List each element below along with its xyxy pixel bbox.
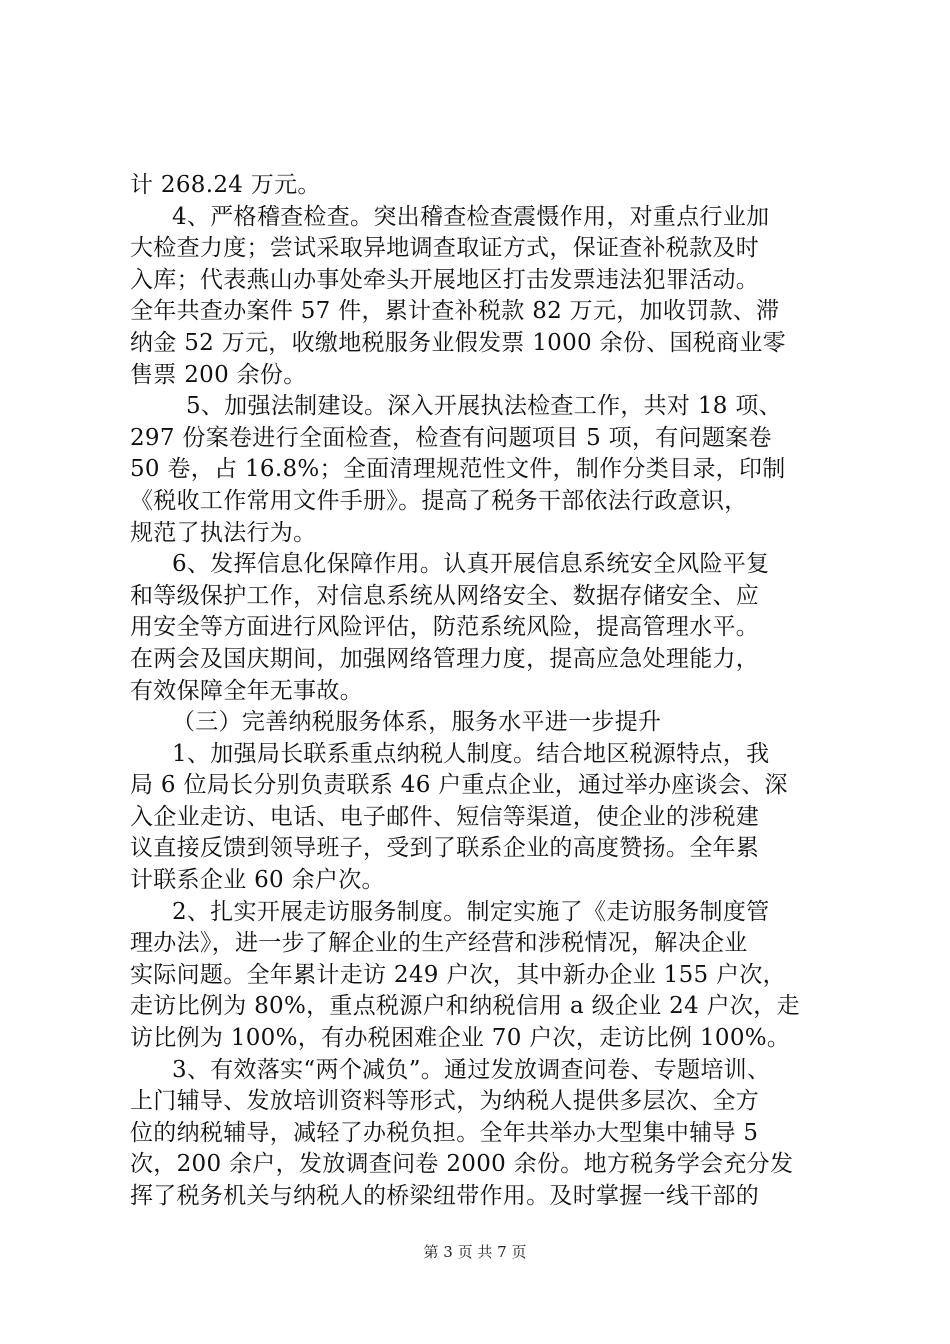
text-line: 2、扎实开展走访服务制度。制定实施了《走访服务制度管: [172, 898, 770, 925]
document-body: [130, 170, 830, 1213]
page-footer: 第 3 页 共 7 页: [423, 1243, 527, 1261]
text-line: 实际问题。全年累计走访 249 户次，其中新办企业 155 户次，: [130, 961, 786, 988]
text-line: 上门辅导、发放培训资料等形式，为纳税人提供多层次、全方: [130, 1088, 760, 1115]
text-line: 挥了税务机关与纳税人的桥梁纽带作用。及时掌握一线干部的: [130, 1183, 760, 1209]
text-line: 有效保障全年无事故。: [130, 677, 363, 704]
text-line: 在两会及国庆期间，加强网络管理力度，提高应急处理能力，: [130, 645, 760, 672]
text-line: 50 卷，占 16.8%；全面清理规范性文件，制作分类目录，印制: [130, 456, 786, 483]
text-line: 纳金 52 万元，收缴地税服务业假发票 1000 余份、国税商业零: [130, 329, 786, 356]
text-line: 售票 200 余份。: [130, 361, 307, 388]
text-line: 计联系企业 60 余户次。: [130, 867, 385, 894]
text-line: 4、严格稽查检查。突出稽查检查震慑作用，对重点行业加: [172, 203, 770, 230]
text-line: 访比例为 100%，有办税困难企业 70 户次，走访比例 100%。: [130, 1025, 791, 1052]
text-line: 3、有效落实“两个减负”。通过发放调查问卷、专题培训、: [172, 1056, 771, 1083]
text-line: 走访比例为 80%，重点税源户和纳税信用 a 级企业 24 户次，走: [130, 993, 800, 1020]
text-line: 1、加强局长联系重点纳税人制度。结合地区税源特点，我: [172, 740, 770, 767]
text-line: 297 份案卷进行全面检查，检查有问题项目 5 项，有问题案卷: [130, 424, 772, 451]
text-line: 局 6 位局长分别负责联系 46 户重点企业，通过举办座谈会、深: [130, 772, 788, 799]
text-line: 理办法》，进一步了解企业的生产经营和涉税情况，解决企业: [130, 930, 748, 957]
text-line: 入库；代表燕山办事处牵头开展地区打击发票违法犯罪活动。: [130, 266, 760, 293]
text-line: 位的纳税辅导，减轻了办税负担。全年共举办大型集中辅导 5: [130, 1119, 759, 1146]
text-line: 5、加强法制建设。深入开展执法检查工作，共对 18 项、: [186, 393, 782, 420]
text-line: 全年共查办案件 57 件，累计查补税款 82 万元，加收罚款、滞: [130, 298, 780, 325]
text-line: 规范了执法行为。: [130, 519, 317, 546]
text-line: 用安全等方面进行风险评估，防范系统风险，提高管理水平。: [130, 614, 760, 641]
text-line: 入企业走访、电话、电子邮件、短信等渠道，使企业的涉税建: [130, 803, 760, 830]
text-line: 计 268.24 万元。: [130, 172, 321, 198]
text-line: 次，200 余户，发放调查问卷 2000 余份。地方税务学会充分发: [130, 1151, 794, 1178]
text-line: 大检查力度；尝试采取异地调查取证方式，保证查补税款及时: [130, 235, 760, 262]
text-line: （三）完善纳税服务体系，服务水平进一步提升: [172, 709, 662, 736]
text-line: 《税收工作常用文件手册》。提高了税务干部依法行政意识，: [130, 487, 748, 514]
text-line: 议直接反馈到领导班子，受到了联系企业的高度赞扬。全年累: [130, 835, 760, 862]
text-line: 6、发挥信息化保障作用。认真开展信息系统安全风险平复: [172, 551, 770, 578]
text-line: 和等级保护工作，对信息系统从网络安全、数据存储安全、应: [130, 582, 760, 609]
